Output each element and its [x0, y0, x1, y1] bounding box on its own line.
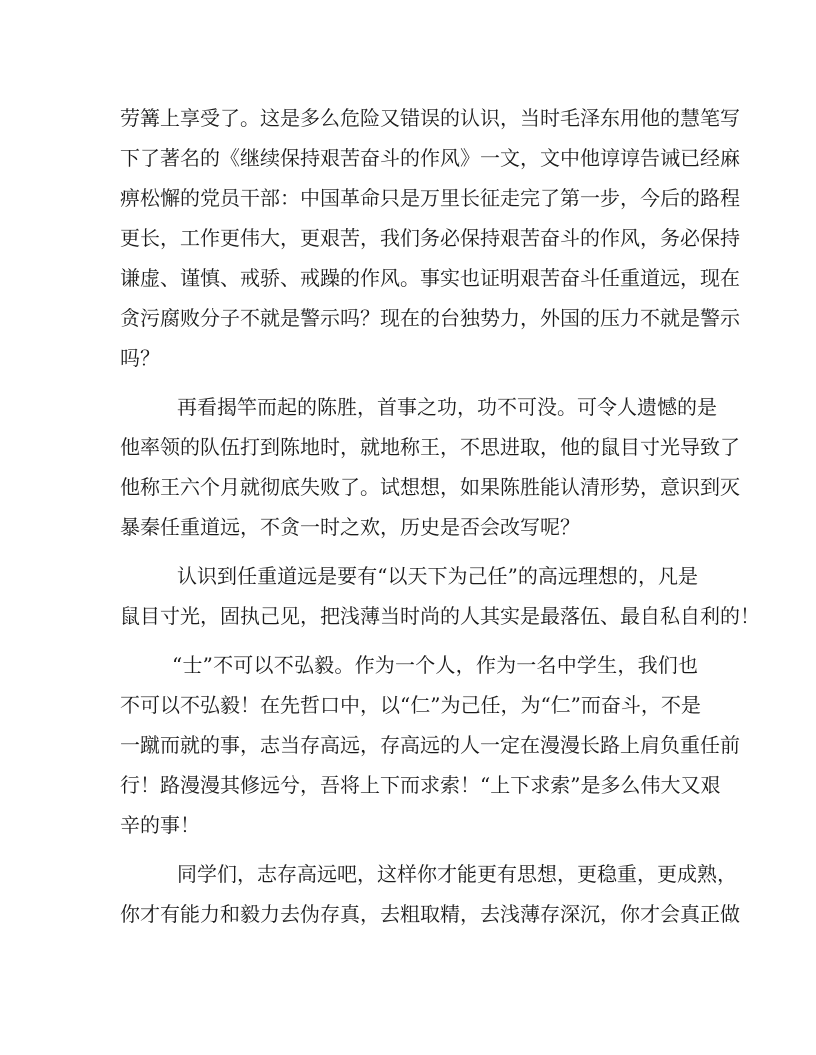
text-line: 一蹴而就的事，志当存高远，存高远的人一定在漫漫长路上肩负重任前 — [120, 733, 740, 757]
text-line: 鼠目寸光，固执己见，把浅薄当时尚的人其实是最落伍、最自私自利的！ — [120, 604, 760, 628]
text-line: 他率领的队伍打到陈地时，就地称王，不思进取，他的鼠目寸光导致了 — [120, 435, 740, 459]
paragraph-4 — [120, 645, 740, 845]
text-line: 认识到任重道远是要有“以天下为己任”的高远理想的，凡是 — [177, 564, 698, 588]
text-line: 辛的事！ — [120, 813, 200, 837]
text-line: 你才有能力和毅力去伪存真，去粗取精，去浅薄存深沉，你才会真正做 — [120, 902, 740, 926]
text-line: 下了著名的《继续保持艰苦奋斗的作风》一文，文中他谆谆告诫已经麻 — [120, 146, 740, 170]
document-body — [120, 98, 760, 934]
text-line: 行！路漫漫其修远兮，吾将上下而求索！“上下求索”是多么伟大又艰 — [120, 773, 721, 797]
paragraph-5 — [120, 854, 740, 934]
text-line: 谦虚、谨慎、戒骄、戒躁的作风。事实也证明艰苦奋斗任重道远，现在 — [120, 266, 740, 290]
paragraph-2 — [120, 387, 740, 547]
text-line: 他称王六个月就彻底失败了。试想想，如果陈胜能认清形势，意识到灭 — [120, 475, 740, 499]
text-line: 劳篝上享受了。这是多么危险又错误的认识，当时毛泽东用他的慧笔写 — [120, 106, 740, 130]
text-line: 再看揭竿而起的陈胜，首事之功，功不可没。可令人遗憾的是 — [177, 395, 717, 419]
text-line: 更长，工作更伟大，更艰苦，我们务必保持艰苦奋斗的作风，务必保持 — [120, 226, 740, 250]
text-line: 吗？ — [120, 346, 160, 370]
text-line: 贪污腐败分子不就是警示吗？现在的台独势力，外国的压力不就是警示 — [120, 306, 740, 330]
paragraph-3 — [120, 556, 760, 636]
text-line: “士”不可以不弘毅。作为一个人，作为一名中学生，我们也 — [172, 653, 698, 677]
text-line: 同学们，志存高远吧，这样你才能更有思想，更稳重，更成熟， — [177, 862, 737, 886]
text-line: 痹松懈的党员干部：中国革命只是万里长征走完了第一步，今后的路程 — [120, 186, 740, 210]
text-line: 不可以不弘毅！在先哲口中，以“仁”为己任，为“仁”而奋斗，不是 — [120, 693, 701, 717]
paragraph-1 — [120, 98, 740, 378]
text-line: 暴秦任重道远，不贪一时之欢，历史是否会改写呢？ — [120, 515, 580, 539]
